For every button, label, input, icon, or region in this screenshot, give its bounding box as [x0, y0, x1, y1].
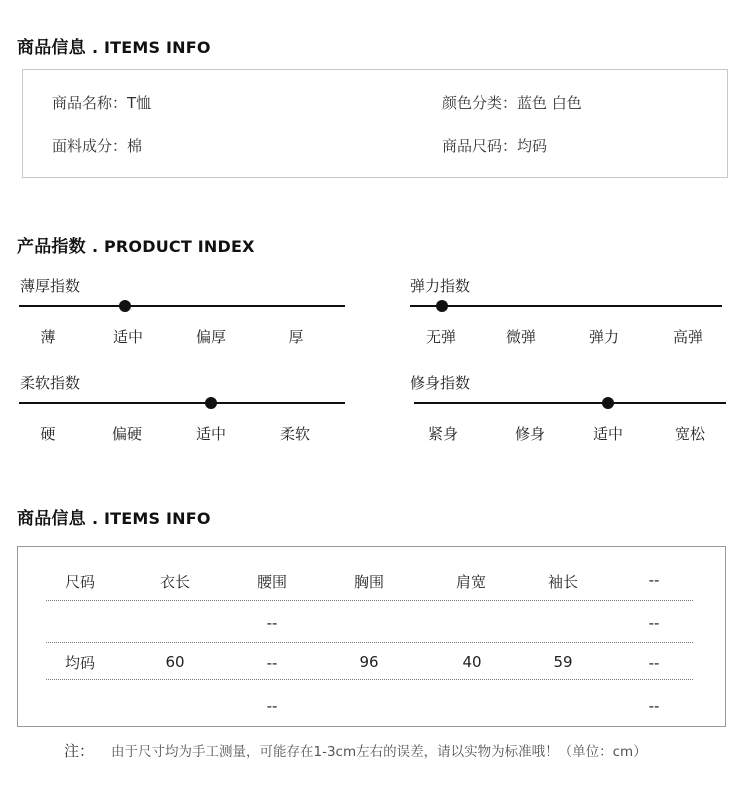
fit-tick: 紧身 [427, 425, 459, 443]
items-info-box [22, 69, 728, 178]
section-title-en: . PRODUCT INDEX [91, 237, 255, 256]
table-header: 尺码 [64, 573, 96, 591]
table-cell: -- [266, 614, 278, 632]
softness-index-knob [205, 397, 217, 409]
elasticity-tick: 微弹 [505, 328, 537, 346]
thickness-tick: 偏厚 [195, 328, 227, 346]
section-title-en: . ITEMS INFO [91, 38, 211, 57]
table-cell: 96 [359, 653, 379, 671]
table-header: 衣长 [159, 573, 191, 591]
info-item-fabric [52, 135, 142, 156]
fit-index-label: 修身指数 [410, 374, 471, 392]
info-item-size [442, 135, 547, 156]
section-title-en: . ITEMS INFO [91, 509, 211, 528]
table-cell: -- [648, 654, 660, 672]
fit-tick: 适中 [592, 425, 624, 443]
section-title-product-index [17, 232, 255, 257]
info-label: 商品名称： [52, 94, 128, 112]
fit-index-knob [602, 397, 614, 409]
info-value: 棉 [127, 137, 143, 155]
softness-tick: 适中 [195, 425, 227, 443]
table-cell: 40 [462, 653, 482, 671]
row-divider [46, 600, 693, 601]
thickness-tick: 薄 [40, 328, 56, 346]
thickness-index-track [19, 305, 345, 307]
softness-tick: 柔软 [279, 425, 311, 443]
softness-index-label: 柔软指数 [20, 374, 81, 392]
fit-tick: 宽松 [674, 425, 706, 443]
note-prefix: 注： [64, 742, 95, 760]
fit-tick: 修身 [514, 425, 546, 443]
fit-index-track [414, 402, 726, 404]
section-title-cn: 商品信息 [17, 509, 86, 529]
elasticity-tick: 无弹 [425, 328, 457, 346]
info-label: 商品尺码： [442, 137, 518, 155]
info-value: 蓝色 白色 [517, 94, 582, 112]
section-title-cn: 商品信息 [17, 38, 86, 58]
elasticity-index-label: 弹力指数 [410, 277, 471, 295]
softness-tick: 偏硬 [111, 425, 143, 443]
elasticity-index-knob [436, 300, 448, 312]
table-header: 袖长 [547, 573, 579, 591]
elasticity-tick: 弹力 [588, 328, 620, 346]
info-item-name [52, 92, 151, 113]
table-cell: 均码 [64, 654, 96, 672]
elasticity-tick: 高弹 [672, 328, 704, 346]
table-header: 腰围 [256, 573, 288, 591]
thickness-tick: 厚 [288, 328, 304, 346]
table-header: 肩宽 [455, 573, 487, 591]
softness-index-track [19, 402, 345, 404]
softness-tick: 硬 [40, 425, 56, 443]
table-cell: 60 [165, 653, 185, 671]
table-cell: 59 [553, 653, 573, 671]
thickness-index-knob [119, 300, 131, 312]
info-label: 面料成分： [52, 137, 128, 155]
info-value: T恤 [127, 94, 152, 112]
table-cell: -- [266, 697, 278, 715]
section-title-items-info [17, 33, 211, 58]
table-cell: -- [648, 697, 660, 715]
row-divider [46, 679, 693, 680]
section-title-size-info [17, 504, 211, 529]
thickness-tick: 适中 [112, 328, 144, 346]
table-cell: -- [266, 654, 278, 672]
row-divider [46, 642, 693, 643]
table-header: -- [648, 571, 660, 589]
info-value: 均码 [517, 137, 548, 155]
info-item-color [442, 92, 582, 113]
elasticity-index-track [410, 305, 722, 307]
table-header: 胸围 [353, 573, 385, 591]
section-title-cn: 产品指数 [17, 237, 86, 257]
info-label: 颜色分类： [442, 94, 518, 112]
note-text: 由于尺寸均为手工测量，可能存在1-3cm左右的误差，请以实物为标准哦！（单位：cm） [111, 744, 647, 760]
thickness-index-label: 薄厚指数 [20, 277, 81, 295]
table-cell: -- [648, 614, 660, 632]
